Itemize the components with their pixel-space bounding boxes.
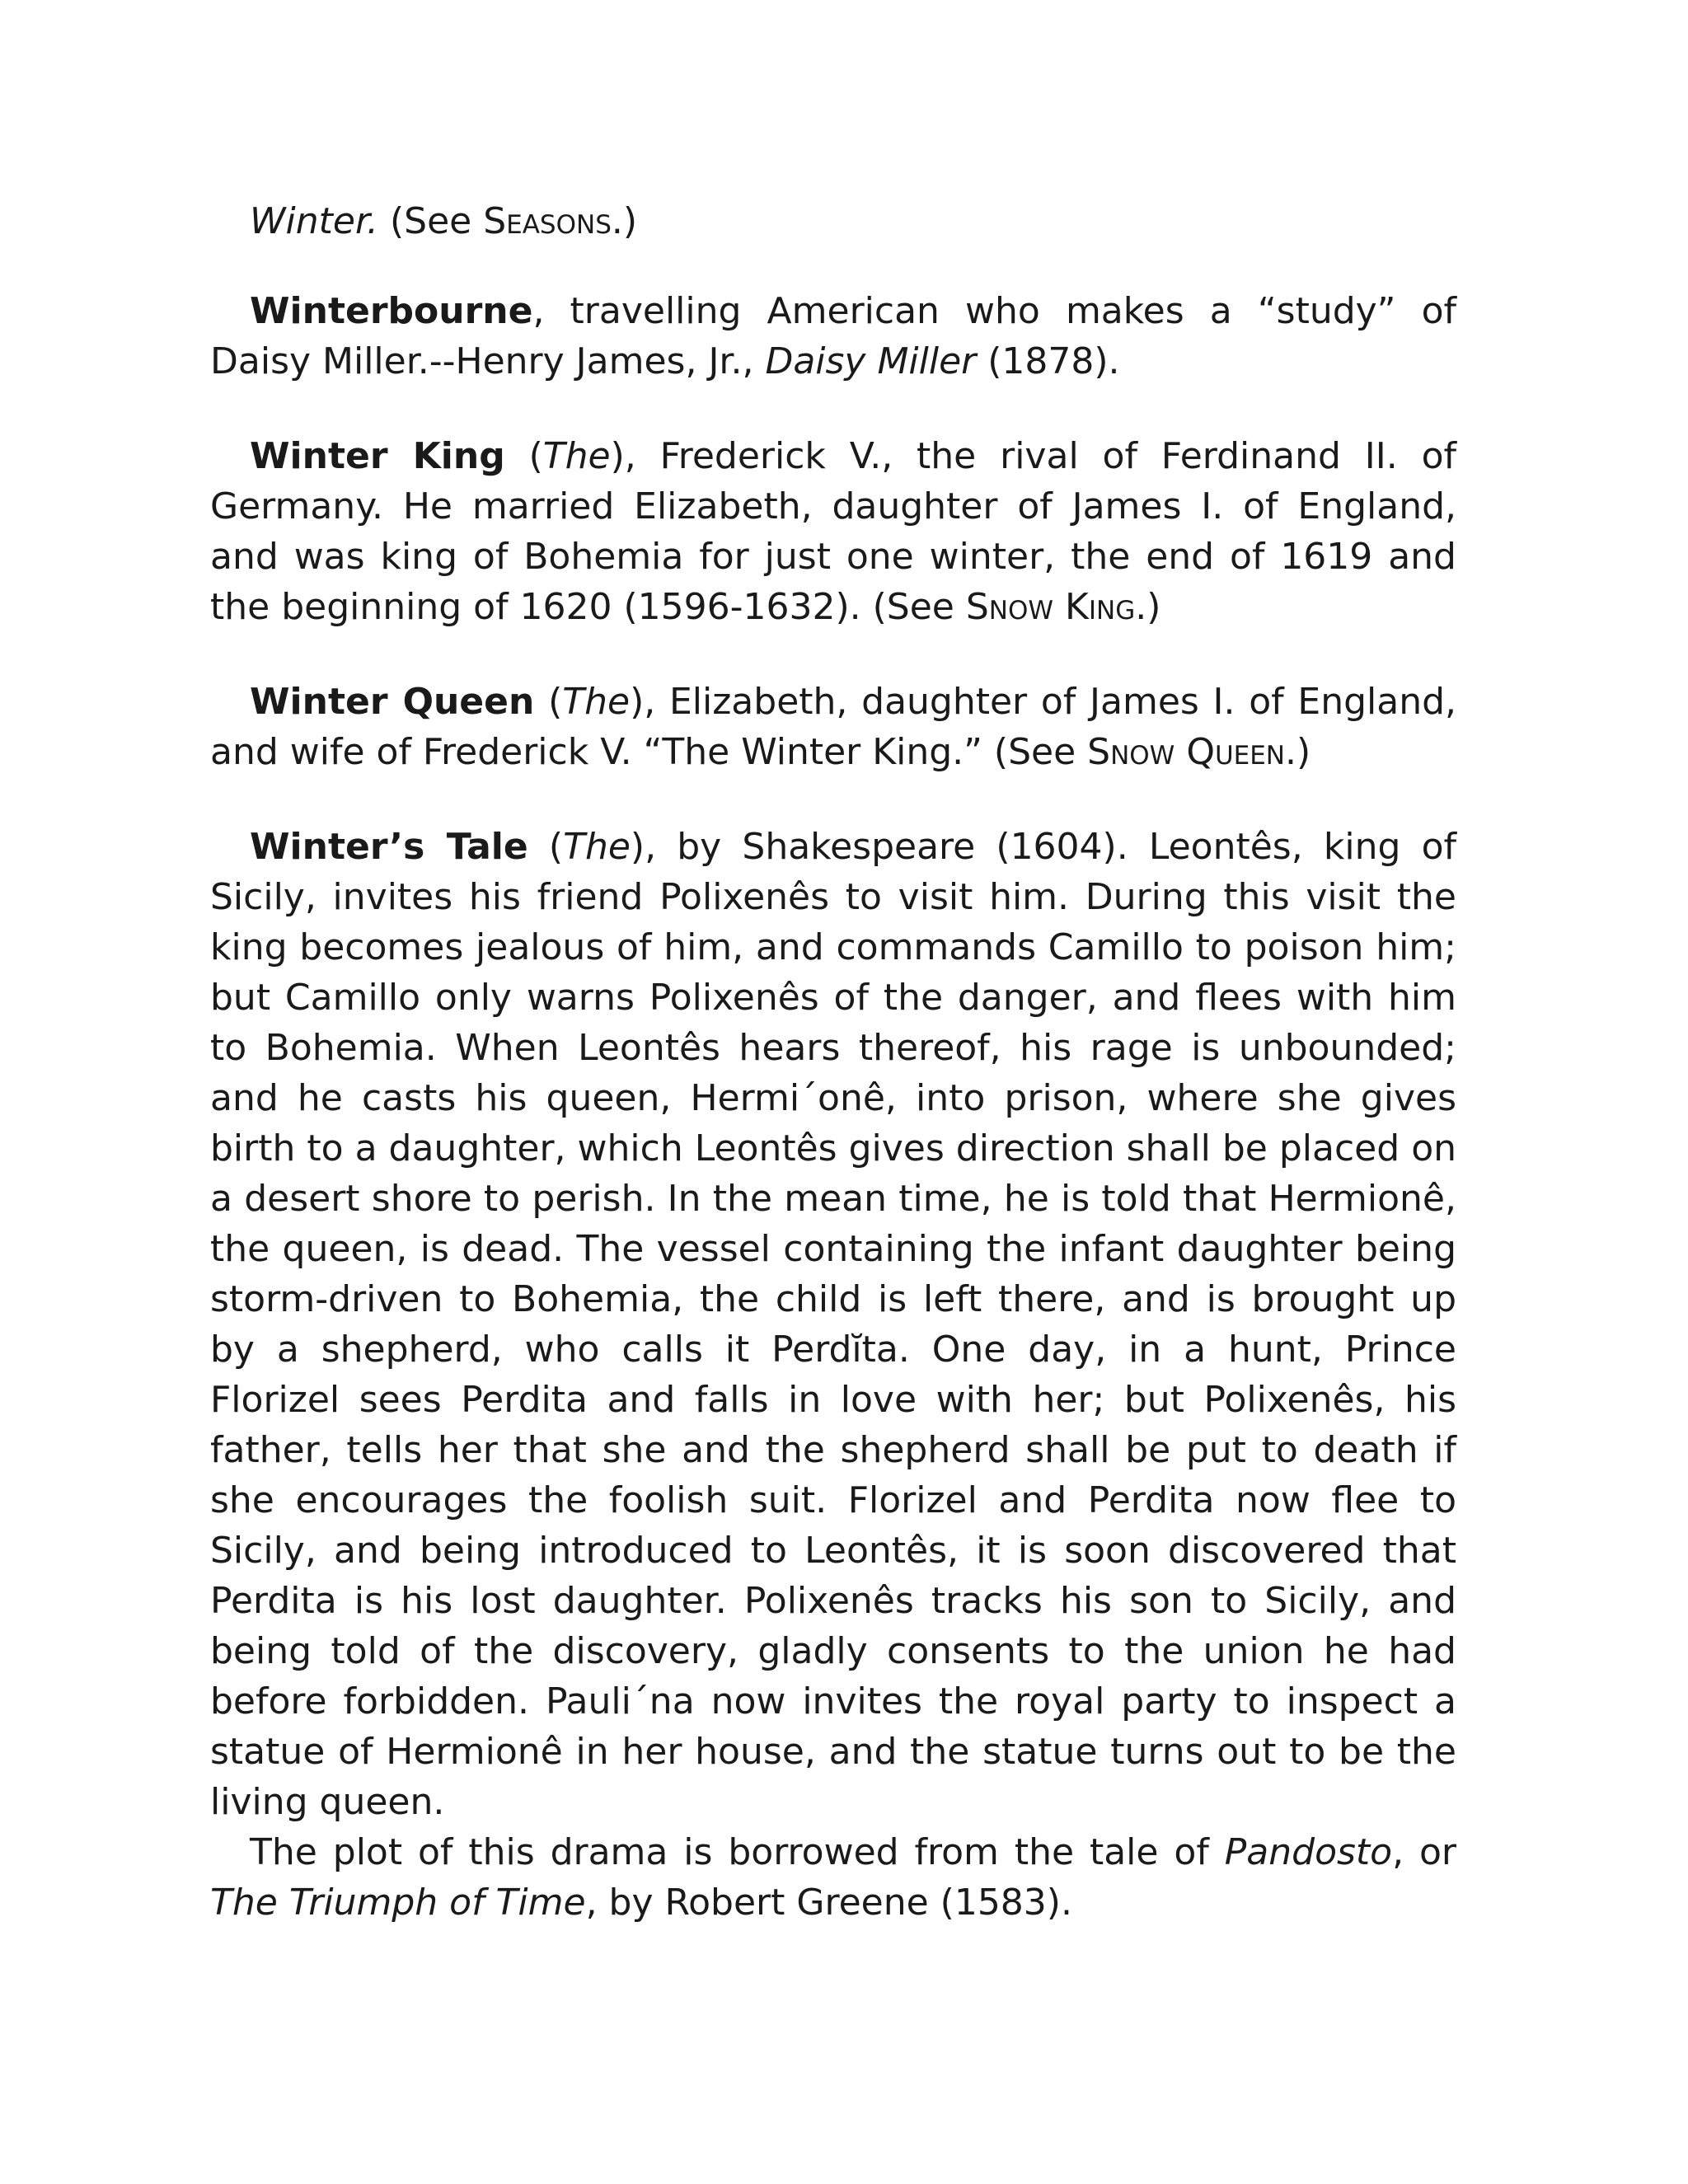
article-the: The — [562, 681, 631, 723]
article-the: The — [542, 435, 611, 477]
entry-winter — [210, 196, 1456, 246]
entry-text: ), by Shakespeare (1604). Leontês, king of Sicily, invites his friend Polixenês to visit him. During this visit the king becomes jealous of him, and commands Camillo to poison him; but Camillo only warns Polixenês of the danger, and flees with him to Bohemia. When Leontês hears thereof, his rage is unbounded; and he casts his queen, Hermi´onê, into prison, where she gives birth to a daughter, which Leontês gives direction shall be placed on a desert shore to perish. In the mean time, he is told that Hermionê, the queen, is dead. The vessel containing the infant daughter being storm-driven to Bohemia, the child is left there, and is brought up by a shepherd, who calls it Perdĭta. One day, in a hunt, Prince Florizel sees Perdita and falls in love with her; but Polixenês, his father, tells her that she and the shepherd shall be put to death if she encourages the foolish suit. Florizel and Perdita now flee to Sicily, and being introduced to Leontês, it is soon discovered that Perdita is his lost daughter. Polixenês tracks his son to Sicily, and being told of the discovery, gladly consents to the union he had before forbidden. Pauli´na now invites the royal party to inspect a statue of Hermionê in her house, and the statue turns out to be the living queen. — [210, 826, 1456, 1823]
entry-text: ( — [528, 826, 564, 868]
entry-text: ), Frederick V., the rival of Ferdinand II. of Germany. He married Elizabeth, daughter of James I. of England, and was king of Bohemia for just one winter, the end of 1619 and the beginning of 1620 (1596-1632). (See — [210, 435, 1456, 628]
dictionary-page — [210, 196, 1456, 1972]
entry-text: (1878). — [976, 340, 1120, 382]
entry-text: ), Elizabeth, daughter of James I. of England, and wife of Frederick V. “The Winter King.” (See — [210, 681, 1456, 773]
entry-text: .) — [1285, 731, 1311, 773]
work-title: Pandosto — [1224, 1831, 1393, 1873]
entry-text: , or — [1392, 1831, 1457, 1873]
entry-winter-king — [210, 431, 1456, 632]
entry-text: .) — [611, 200, 638, 242]
entry-winters-tale — [210, 822, 1456, 1827]
entry-text: , by Robert Greene (1583). — [585, 1882, 1072, 1924]
work-title: Daisy Miller — [765, 340, 977, 382]
entry-text: The plot of this drama is borrowed from the tale of — [250, 1831, 1225, 1873]
cross-reference: Snow Queen — [1087, 731, 1285, 773]
entry-winterbourne — [210, 286, 1456, 387]
entry-headword: Winter King — [250, 435, 505, 477]
entry-headword: Winter Queen — [250, 681, 535, 723]
cross-reference: Snow King — [965, 586, 1136, 628]
entry-text: ( — [534, 681, 563, 723]
work-title: The Triumph of Time — [210, 1882, 586, 1924]
entry-text: ( — [504, 435, 543, 477]
cross-reference: Seasons — [483, 200, 612, 242]
entry-text: , travelling American who makes a “study” of Daisy Miller.--Henry James, Jr., — [210, 290, 1456, 382]
entry-winters-tale-continued — [210, 1827, 1456, 1928]
entry-headword: Winterbourne — [250, 290, 533, 332]
entry-headword: Winter. — [250, 200, 378, 242]
entry-headword: Winter’s Tale — [250, 826, 528, 868]
entry-winter-queen — [210, 677, 1456, 777]
entry-text: .) — [1135, 586, 1161, 628]
article-the: The — [563, 826, 631, 868]
entry-text: (See — [377, 200, 484, 242]
